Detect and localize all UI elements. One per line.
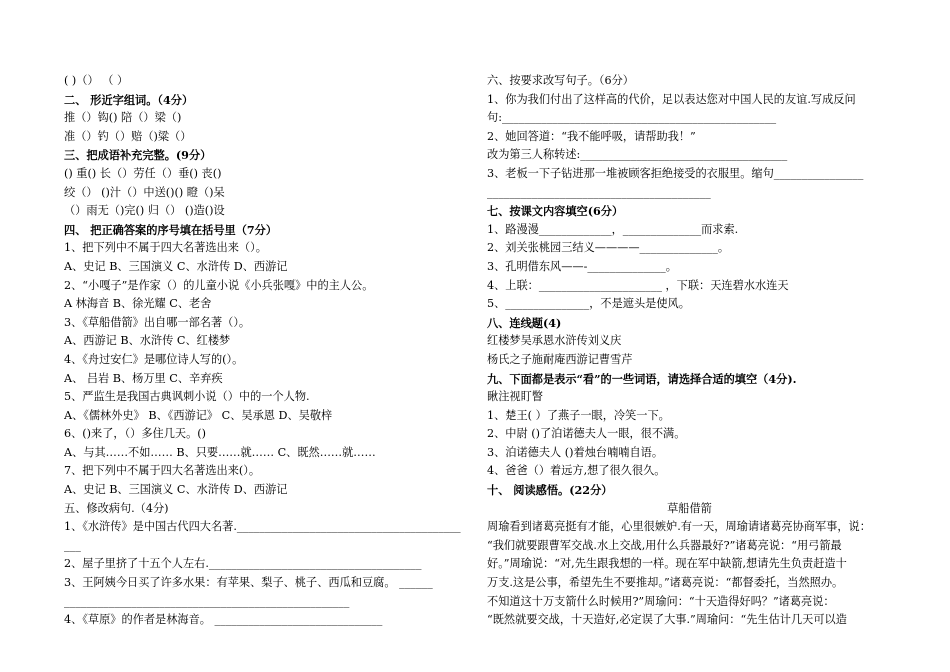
text-line: 3、王阿姨今日买了许多水果：有苹果、梨子、桃子、西瓜和豆腐。 ______ xyxy=(64,576,433,590)
text-line: 万支.这是公事，希望先生不要推却。”诸葛亮说：“都督委托，当然照办。 xyxy=(487,576,844,590)
text-line: 3、孔明借东风——-______________。 xyxy=(487,259,677,273)
section-heading: 十、 阅读感悟。(22分） xyxy=(487,483,613,498)
section-heading: 三、把成语补充完整。(9分） xyxy=(64,148,212,163)
text-line: 3、泊诺德夫人 ()着烛台喃喃自语。 xyxy=(487,445,664,459)
text-line: 4、《舟过安仁》是哪位诗人写的(）。 xyxy=(64,352,244,366)
section-heading: 二、 形近字组词。（4分） xyxy=(64,92,194,107)
text-line: 4、爸爸（）着远方,想了很久很久。 xyxy=(487,464,666,478)
text-line: （）雨无（)完() 归（） ()造()设 xyxy=(64,204,225,218)
text-line: A、史记 B、三国演义 C、水浒传 D、西游记 xyxy=(64,259,288,273)
text-line: 绞（） ()汁（）中送()() 瞪（)呆 xyxy=(64,185,225,199)
text-line: 草船借箭 xyxy=(667,501,712,515)
text-line: 5、严监生是我国古典讽刺小说（）中的一个人物. xyxy=(64,390,310,404)
text-line: 句:_________________________________________________ xyxy=(487,111,777,125)
text-line: ( )（） （ ） xyxy=(64,74,129,87)
text-line: 3、《草船借箭》出自哪一部名著（）。 xyxy=(64,315,251,329)
text-line: 1、你为我们付出了这样高的代价，足以表达您对中国人民的友谊.写成反问 xyxy=(487,92,856,106)
text-line: 杨氏之子施耐庵西游记曹雪芹 xyxy=(487,352,633,366)
text-line: 7、把下列中不属于四大名著选出来(）。 xyxy=(64,464,261,478)
text-line: 6、()来了，（）多住几天。() xyxy=(64,427,207,441)
text-line: 好。”周瑜说：“对,先生跟我想的一样。现在军中缺箭,想请先生负责赶造十 xyxy=(487,557,847,571)
text-line: 2、刘关张桃园三结义————______________。 xyxy=(487,241,730,255)
text-line: 4、《草原》的作者是林海音。 ______________________________ xyxy=(64,613,383,627)
text-line: 4、上联：______________________ ，下联：天连碧水水连天 xyxy=(487,278,789,292)
text-line: 六、按要求改写句子。（6分） xyxy=(487,74,634,87)
text-line: 瞅注视盯瞥 xyxy=(487,390,543,404)
text-line: () 重() 长（）劳任（）垂() 丧() xyxy=(64,166,222,180)
text-line: ___ xyxy=(64,538,81,552)
text-line: A、《儒林外史》 B、《西游记》 C、吴承恩 D、吴敬梓 xyxy=(64,408,333,422)
right-column xyxy=(487,72,892,630)
text-line: A、史记 B、三国演义 C、水浒传 D、西游记 xyxy=(64,483,288,497)
text-line: 准（）钓（）赔（)粱（） xyxy=(64,129,192,143)
text-line: 2、“小嘎子”是作家（）的儿童小说《小兵张嘎》中的主人公。 xyxy=(64,278,374,292)
text-line: 1、路漫漫_____________，______________而求索. xyxy=(487,222,739,236)
text-line: A、与其……不如…… B、只要……就…… C、既然……就…… xyxy=(64,445,376,459)
text-line: “既然就要交战，十天造好,必定误了大事.”周瑜问：“先生估计几天可以造 xyxy=(487,613,847,627)
text-line: “我们就要跟曹军交战.水上交战,用什么兵器最好?”诸葛亮说：“用弓箭最 xyxy=(487,538,842,552)
text-line: 五、修改病句.（4分) xyxy=(64,501,169,515)
text-line: 不知道这十万支箭什么时候用?”周瑜问：“十天造得好吗？”诸葛亮说： xyxy=(487,594,835,608)
section-heading: 八、连线题(4) xyxy=(487,315,562,330)
text-line: 推（）钩() 陪（）梁（) xyxy=(64,111,182,125)
section-heading: 九、下面都是表示“看”的一些词语，请选择合适的填空（4分). xyxy=(487,371,797,386)
text-line: 1、把下列中不属于四大名著选出来（）。 xyxy=(64,241,267,255)
text-line: A 林海音 B、徐光耀 C、老舍 xyxy=(64,297,212,311)
text-line: 3、老板一下子钻进那一堆被顾客拒绝接受的衣服里。缩句________________ xyxy=(487,166,864,180)
text-line: ________________________________________ xyxy=(487,185,711,199)
left-column xyxy=(64,72,466,630)
text-line: 5、_______________，不是遮头是使风。 xyxy=(487,297,690,311)
text-line: 2、她回答道：“我不能呼吸，请帮助我！” xyxy=(487,129,696,143)
text-line: 2、中尉 ()了泊诺德夫人一眼，很不满。 xyxy=(487,427,686,441)
text-line: 红楼梦吴承恩水浒传刘义庆 xyxy=(487,334,622,348)
text-line: 2、屋子里挤了十五个人左右.______________________________________ xyxy=(64,557,422,571)
section-heading: 四、 把正确答案的序号填在括号里（7分） xyxy=(64,222,278,237)
text-line: A、西游记 B、水浒传 C、红楼梦 xyxy=(64,334,231,348)
text-line: 1、楚王( ）了燕子一眼，冷笑一下。 xyxy=(487,408,670,422)
text-line: 改为第三人称转述:_____________________________________ xyxy=(487,148,788,162)
section-heading: 七、按课文内容填空(6分） xyxy=(487,204,624,219)
text-line: ___________________________________________________ xyxy=(64,594,350,608)
text-line: A、 吕岩 B、杨万里 C、辛弃疾 xyxy=(64,371,223,385)
text-line: 1、《水浒传》是中国古代四大名著.________________________________________ xyxy=(64,520,461,534)
text-line: 周瑜看到诸葛亮挺有才能，心里很嫉妒.有一天，周瑜请诸葛亮协商军事，说： xyxy=(487,520,871,534)
